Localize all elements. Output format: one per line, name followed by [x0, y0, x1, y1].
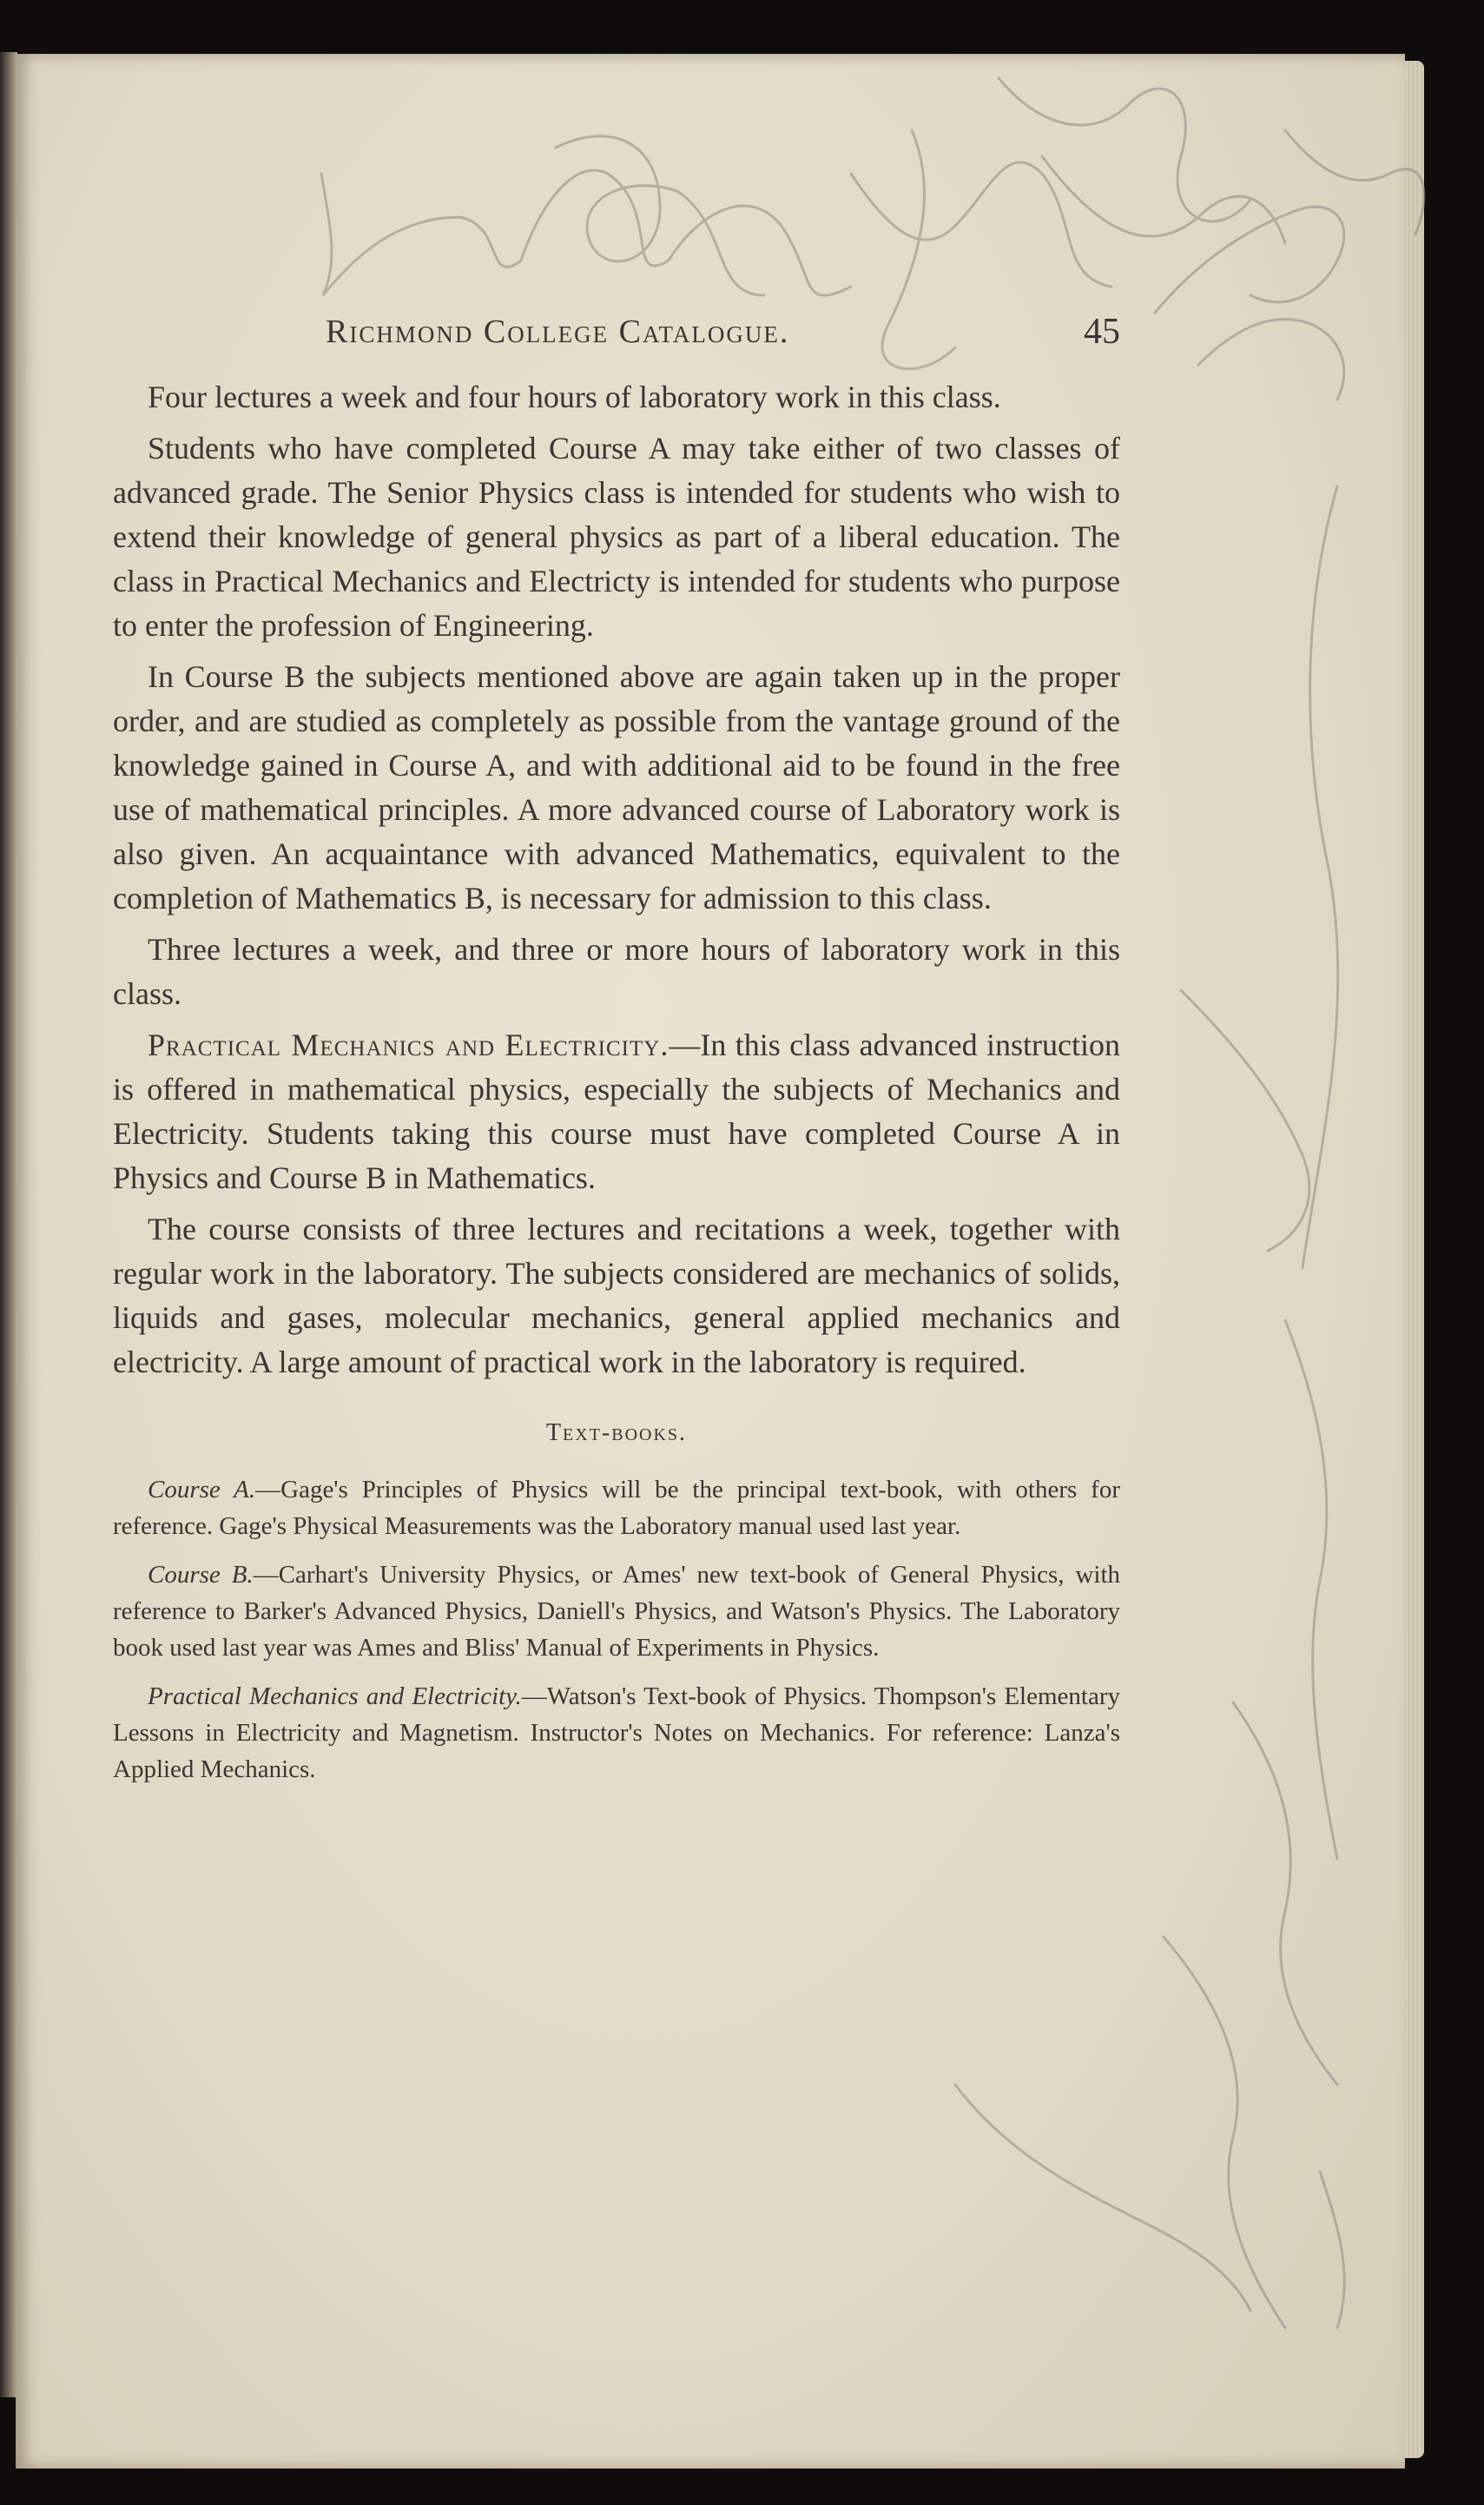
course-paragraph: The course consists of three lectures and recitations a week, together with regular work in the laboratory. The subjects considered are mechanics of solids, liquids and gases, molecular mechanics, general applied mechanics and electricity. A large amount of practical work in the laboratory is required. — [113, 1212, 1120, 1379]
textbook-course-a — [113, 1471, 1120, 1544]
paragraph-4: Three lectures a week, and three or more hours of laboratory work in this class. — [113, 932, 1120, 1011]
practical-mechanics-heading: Practical Mechanics and Electricity. — [148, 1028, 669, 1062]
textbook-text: —Gage's Principles of Physics will be the principal text-book, with others for reference. Gage's Physical Measurements was the Laboratory manual used last year. — [113, 1476, 1120, 1540]
textbook-label: Practical Mechanics and Electricity. — [148, 1682, 522, 1710]
running-header — [113, 295, 1120, 356]
paragraph-3: In Course B the subjects mentioned above are again taken up in the proper order, and are studied as completely as possible from the vantage ground of the knowledge gained in Course A, and with additional aid to be found in the free use of mathematical principles. A more advanced course of Laboratory work is also given. An acquaintance with advanced Mathematics, equivalent to the completion of Mathematics B, is necessary for admission to this class. — [113, 659, 1120, 915]
left-page-edge — [0, 52, 17, 2397]
paragraph-2: Students who have completed Course A may take either of two classes of advanced grade. The Senior Physics class is intended for students who wish to extend their knowledge of general physics as part of a liberal education. The class in Practical Mechanics and Electricty is intended for students who purpose to enter the profession of Engineering. — [113, 431, 1120, 643]
practical-mechanics-text: —In this class advanced instruction is offered in mathematical physics, especially the subjects of Mechanics and Electricity. Students taking this course must have completed Course A in Physics and Course B in Mathematics. — [113, 1028, 1120, 1195]
textbook-label: Course A. — [148, 1476, 256, 1504]
textbooks-heading: Text-books. — [545, 1419, 688, 1446]
textbook-practical — [113, 1678, 1120, 1788]
textbook-text: —Watson's Text-book of Physics. Thompson's Elementary Lessons in Electricity and Magnetism. Instructor's Notes on Mechanics. For reference: Lanza's Applied Mechanics. — [113, 1682, 1121, 1783]
textbook-text: —Carhart's University Physics, or Ames' new text-book of General Physics, with reference to Barker's Advanced Physics, Daniell's Physics, and Watson's Physics. The Laboratory book used last year was Ames and Bliss' Manual of Experiments in Physics. — [113, 1561, 1121, 1662]
practical-mechanics-paragraph — [113, 1023, 1120, 1200]
page-content — [113, 295, 1120, 1800]
textbook-label: Course B. — [148, 1561, 254, 1589]
paragraph-1: Four lectures a week and four hours of laboratory work in this class. — [148, 380, 1001, 414]
page-number: 45 — [1084, 312, 1120, 352]
textbook-course-b — [113, 1557, 1120, 1666]
running-title: Richmond College Catalogue. — [326, 314, 790, 350]
